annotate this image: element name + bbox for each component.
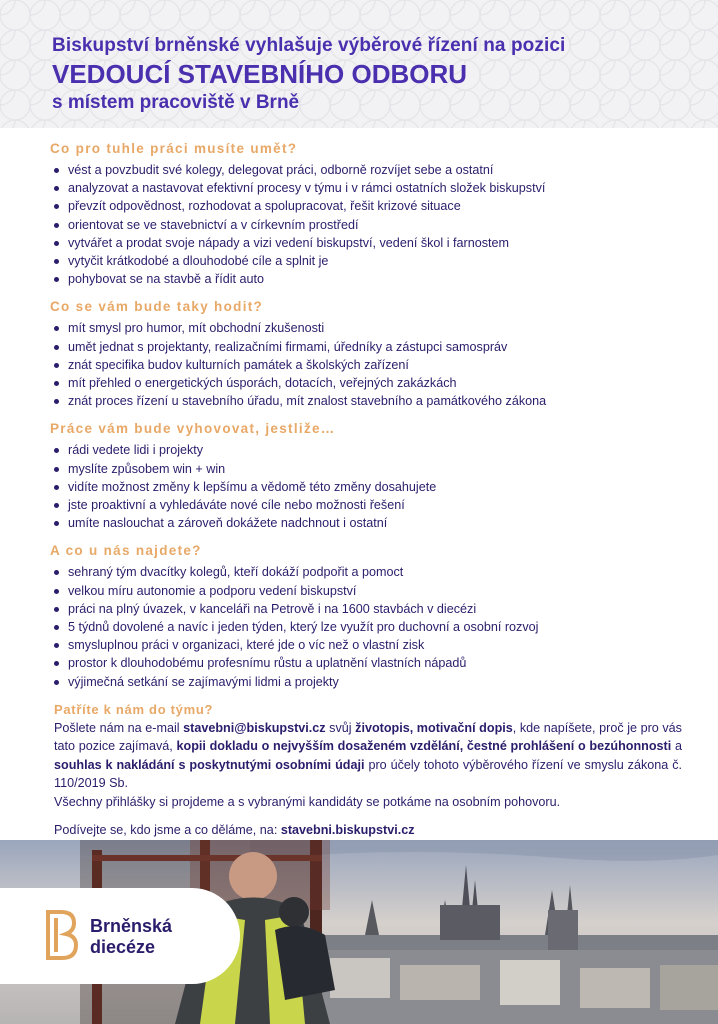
list-item: rádi vedete lidi i projekty xyxy=(48,441,684,459)
header-intro: Biskupství brněnské vyhlašuje výběrové řízení na pozici xyxy=(52,35,566,56)
list-item: 5 týdnů dovolené a navíc i jeden týden, který lze využít pro duchovní a osobní rozvoj xyxy=(48,618,684,636)
apply-consent: souhlas k nakládání s poskytnutými osobními údaji xyxy=(54,757,365,772)
bullet-list xyxy=(48,441,684,532)
list-item: pohybovat se na stavbě a řídit auto xyxy=(48,270,684,288)
apply-interview-note: Všechny přihlášky si projdeme a s vybranými kandidáty se potkáme na osobním pohovoru. xyxy=(54,794,561,809)
website-line xyxy=(48,821,684,839)
list-item: výjimečná setkání se zajímavými lidmi a projekty xyxy=(48,673,684,691)
apply-text: Pošlete nám na e-mail xyxy=(54,720,184,735)
header-text xyxy=(52,34,565,115)
logo-text xyxy=(90,916,172,958)
email-link[interactable]: stavebni@biskupstvi.cz xyxy=(183,720,326,735)
list-item: prostor k dlouhodobému profesnímu růstu a uplatnění vlastních nápadů xyxy=(48,654,684,672)
list-item: jste proaktivní a vyhledáváte nové cíle nebo možnosti řešení xyxy=(48,496,684,514)
section xyxy=(48,140,684,288)
header-banner xyxy=(0,0,718,128)
job-location: s místem pracoviště v Brně xyxy=(52,92,300,113)
apply-text: , kde napíšete, proč je pro vás tato pozice zajímavá, xyxy=(54,720,682,754)
section-title: Co se vám bude taky hodit? xyxy=(50,299,264,315)
list-item: mít smysl pro humor, mít obchodní zkušenosti xyxy=(48,319,684,337)
main-content xyxy=(48,140,684,839)
diocese-logo-icon xyxy=(44,910,80,960)
list-item: sehraný tým dvacítky kolegů, kteří dokáží podpořit a pomoct xyxy=(48,563,684,581)
section-title: A co u nás najdete? xyxy=(50,543,202,559)
job-title: VEDOUCÍ STAVEBNÍHO ODBORU xyxy=(52,59,468,89)
list-item: znát specifika budov kulturních památek a školských zařízení xyxy=(48,356,684,374)
website-link[interactable]: stavebni.biskupstvi.cz xyxy=(280,822,415,837)
website-label: Podívejte se, kdo jsme a co děláme, na: xyxy=(54,822,281,837)
list-item: vytyčit krátkodobé a dlouhodobé cíle a splnit je xyxy=(48,252,684,270)
apply-cv: životopis, motivační dopis xyxy=(355,720,513,735)
apply-title: Patříte k nám do týmu? xyxy=(54,701,214,717)
section xyxy=(48,542,684,690)
bullet-list xyxy=(48,563,684,690)
list-item: mít přehled o energetických úsporách, dotacích, veřejných zakázkách xyxy=(48,374,684,392)
list-item: převzít odpovědnost, rozhodovat a spolupracovat, řešit krizové situace xyxy=(48,197,684,215)
list-item: myslíte způsobem win + win xyxy=(48,460,684,478)
logo-line2: diecéze xyxy=(90,937,156,957)
apply-docs: kopii dokladu o nejvyšším dosaženém vzdělání, čestné prohlášení o bezúhonnosti xyxy=(176,739,672,754)
apply-text: svůj xyxy=(325,720,356,735)
logo-line1: Brněnská xyxy=(90,916,173,936)
list-item: vidíte možnost změny k lepšímu a vědomě této změny dosahujete xyxy=(48,478,684,496)
section-title: Práce vám bude vyhovovat, jestliže… xyxy=(50,421,336,437)
list-item: analyzovat a nastavovat efektivní procesy v týmu i v rámci ostatních složek biskupství xyxy=(48,179,684,197)
bullet-list xyxy=(48,319,684,410)
list-item: vytvářet a prodat svoje nápady a vizi vedení biskupství, vedení škol i farnostem xyxy=(48,234,684,252)
apply-text: pro účely tohoto výběrového řízení ve smyslu zákona č. 110/2019 Sb. xyxy=(54,757,682,791)
list-item: vést a povzbudit své kolegy, delegovat práci, odborně rozvíjet sebe a ostatní xyxy=(48,161,684,179)
section xyxy=(48,298,684,410)
list-item: smysluplnou práci v organizaci, které jde o víc než o vlastní zisk xyxy=(48,636,684,654)
list-item: umíte naslouchat a zároveň dokážete nadchnout i ostatní xyxy=(48,514,684,532)
bullet-list xyxy=(48,161,684,288)
section-title: Co pro tuhle práci musíte umět? xyxy=(50,141,298,156)
list-item: orientovat se ve stavebnictví a v církevním prostředí xyxy=(48,216,684,234)
list-item: znát proces řízení u stavebního úřadu, mít znalost stavebního a památkového zákona xyxy=(48,392,684,410)
sections xyxy=(48,140,684,691)
apply-section xyxy=(48,701,684,839)
list-item: velkou míru autonomie a podporu vedení biskupství xyxy=(48,582,684,600)
list-item: práci na plný úvazek, v kanceláři na Petrově i na 1600 stavbách v diecézi xyxy=(48,600,684,618)
section xyxy=(48,420,684,532)
apply-paragraph xyxy=(48,719,682,793)
apply-text: a xyxy=(671,739,682,754)
list-item: umět jednat s projektanty, realizačními firmami, úředníky a zástupci samospráv xyxy=(48,338,684,356)
